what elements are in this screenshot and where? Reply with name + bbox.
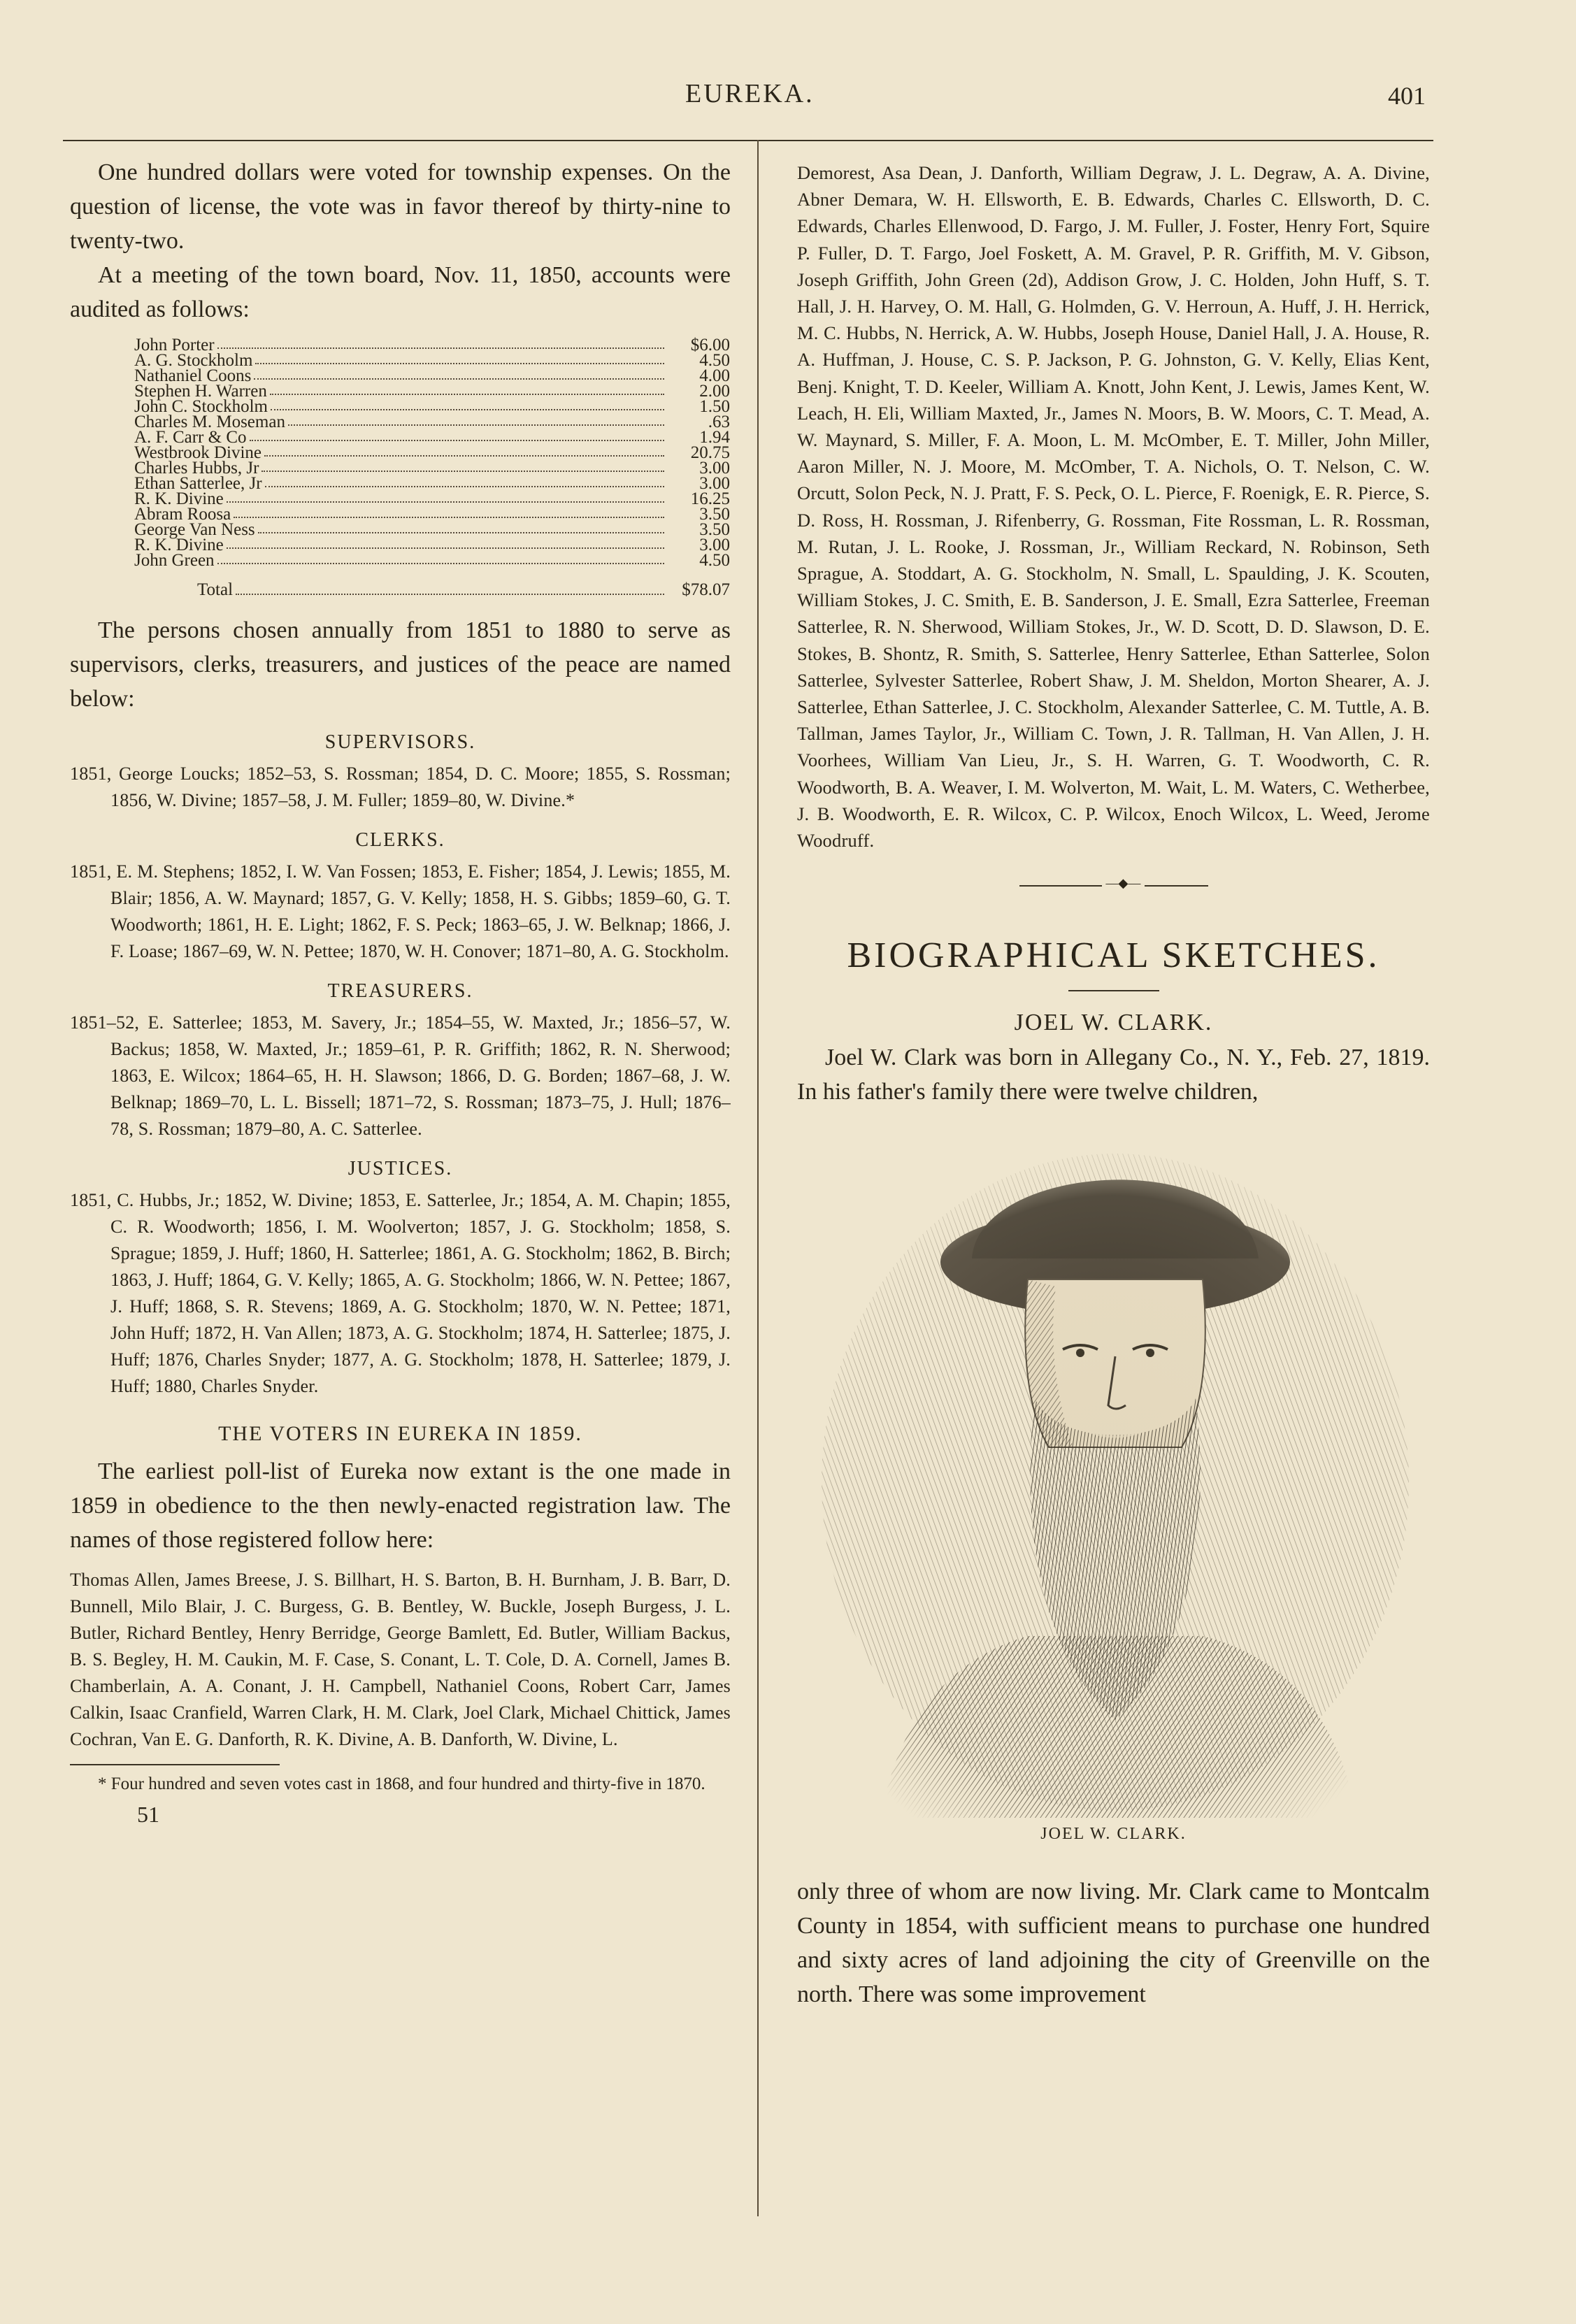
bio-paragraph-start: Joel W. Clark was born in Allegany Co., N. Y., Feb. 27, 1819. In his father's family there were twelve children, bbox=[797, 1045, 1430, 1105]
clerks-text: 1851, E. M. Stephens; 1852, I. W. Van Fossen; 1853, E. Fisher; 1854, J. Lewis; 1855, M. Blair; 1856, A. W. Maynard; 1857, G. V. Kelly; 1858, H. S. Gibbs; 1859–60, G. T. Woodworth; 1861, H. E. Light; 1862, F. S. Peck; 1863–65, J. W. Belknap; 1866, J. F. Loase; 1867–69, W. N. Pettee; 1870, W. H. Conover; 1871–80, A. G. Stockholm. bbox=[70, 861, 731, 961]
account-row: A. F. Carr & Co 1.94 bbox=[134, 428, 730, 447]
treasurers-text: 1851–52, E. Satterlee; 1853, M. Savery, Jr.; 1854–55, W. Maxted, Jr.; 1856–57, W. Backus; 1858, W. Maxted, Jr.; 1859–61, P. R. Griffith; 1862, R. N. Sherwood; 1863, E. Wilcox; 1864–65, H. H. Slawson; 1866, D. G. Borden; 1867–68, J. W. Belknap; 1869–70, L. L. Bissell; 1871–72, S. Rossman; 1873–75, J. Hull; 1876–78, S. Rossman; 1879–80, A. C. Satterlee. bbox=[70, 1012, 731, 1139]
voters-heading: THE VOTERS IN EUREKA IN 1859. bbox=[218, 1422, 582, 1445]
biographical-sketches-heading: BIOGRAPHICAL SKETCHES. bbox=[847, 935, 1380, 976]
account-row: John Green 4.50 bbox=[134, 551, 730, 570]
township-expenses-paragraph: One hundred dollars were voted for township expenses. On the question of license, the vote was in favor thereof by thirty-nine to twenty-two. bbox=[70, 159, 731, 254]
section-ornament: —◆— bbox=[1019, 879, 1208, 893]
accounts-list bbox=[134, 338, 730, 599]
bio-paragraph-continued: only three of whom are now living. Mr. Clark came to Montcalm County in 1854, with sufficient means to purchase one hundred and sixty acres of land adjoining the city of Greenville on the north. There was some improvement bbox=[797, 1879, 1430, 2008]
footnote-rule bbox=[70, 1764, 280, 1765]
clerks-heading: CLERKS. bbox=[355, 829, 445, 851]
voters-list-continued: Demorest, Asa Dean, J. Danforth, William Degraw, J. L. Degraw, A. A. Divine, Abner Demara, W. H. Ellsworth, E. B. Edwards, Charles C. Ellsworth, D. C. Edwards, Charles Ellenwood, D. Fargo, J. M. Fuller, J. Foster, Henry Fort, Squire P. Fuller, D. T. Fargo, Joel Foskett, A. M. Gravel, P. R. Griffith, M. V. Gibson, Joseph Griffith, John Green (2d), Addison Grow, J. C. Holden, John Huff, S. T. Hall, J. H. Harvey, O. M. Hall, G. Holmden, G. V. Herroun, A. Huff, J. H. Herrick, M. C. Hubbs, N. Herrick, A. W. Hubbs, Joseph House, Daniel Hall, J. A. House, R. A. Huffman, J. House, C. S. P. Jackson, P. G. Johnston, G. V. Kelly, Elias Kent, Benj. Knight, T. D. Keeler, William A. Knott, John Kent, J. Lewis, James Kent, W. Leach, H. Eli, William Maxted, Jr., James N. Moors, B. W. Moors, C. T. Mead, A. W. Maynard, S. Miller, F. A. Moon, L. M. McOmber, E. T. Miller, John Miller, Aaron Miller, N. J. Moore, M. McOmber, T. A. Nichols, O. T. Nelson, C. W. Orcutt, Solon Peck, N. J. Pratt, F. S. Peck, O. L. Pierce, F. Roenigk, E. R. Pierce, S. D. Ross, H. Rossman, J. Rifenberry, G. Rossman, Fite Rossman, L. R. Rossman, M. Rutan, J. L. Rooke, J. Rossman, Jr., William Reckard, N. Robinson, Seth Sprague, A. Stoddart, A. G. Stockholm, N. Small, L. Spaulding, J. K. Scouten, William Stokes, J. C. Smith, E. B. Sanderson, J. E. Small, Ezra Satterlee, Freeman Satterlee, R. N. Sherwood, William Stokes, Jr., W. D. Scott, D. D. Slawson, D. E. Stokes, B. Shontz, R. Smith, S. Satterlee, Henry Satterlee, Ethan Satterlee, Solon Satterlee, Sylvester Satterlee, Robert Shaw, J. M. Sheldon, Morton Shearer, A. J. Satterlee, Ethan Satterlee, J. C. Stockholm, Alexander Satterlee, C. M. Tuttle, A. B. Tallman, James Taylor, Jr., William C. Town, J. R. Tallman, H. Van Allen, J. H. Voorhees, William Van Lieu, Jr., S. H. Warren, G. T. Woodworth, C. R. Woodworth, B. A. Weaver, I. M. Wolverton, M. Wait, L. M. Waters, C. Wetherbee, J. B. Woodworth, E. R. Wilcox, C. P. Wilcox, Enoch Wilcox, L. Weed, Jerome Woodruff. bbox=[797, 162, 1430, 852]
town-board-paragraph: At a meeting of the town board, Nov. 11, 1850, accounts were audited as follows: bbox=[70, 262, 731, 322]
officers-intro-paragraph: The persons chosen annually from 1851 to 1880 to serve as supervisors, clerks, treasurers, and justices of the peace are named below: bbox=[70, 617, 731, 712]
header-rule bbox=[63, 140, 1433, 141]
running-head-title: EUREKA. bbox=[685, 79, 815, 108]
page-number: 401 bbox=[1388, 82, 1426, 110]
left-column bbox=[70, 155, 731, 1828]
sketch-name-heading: JOEL W. CLARK. bbox=[1014, 1010, 1213, 1036]
account-row: Nathaniel Coons 4.00 bbox=[134, 366, 730, 385]
accounts-total: Total $78.07 bbox=[197, 580, 730, 599]
account-row: Stephen H. Warren 2.00 bbox=[134, 382, 730, 401]
column-divider bbox=[757, 140, 759, 2216]
account-row: Ethan Satterlee, Jr 3.00 bbox=[134, 474, 730, 493]
account-row: Westbrook Divine 20.75 bbox=[134, 443, 730, 462]
portrait-engraving bbox=[797, 1119, 1430, 1818]
account-row: A. G. Stockholm 4.50 bbox=[134, 351, 730, 370]
voters-intro-paragraph: The earliest poll-list of Eureka now extant is the one made in 1859 in obedience to the then newly-enacted registration law. The names of those registered follow here: bbox=[70, 1458, 731, 1553]
account-row: Charles Hubbs, Jr 3.00 bbox=[134, 459, 730, 478]
running-head bbox=[0, 78, 1576, 120]
justices-text: 1851, C. Hubbs, Jr.; 1852, W. Divine; 1853, E. Satterlee, Jr.; 1854, A. M. Chapin; 1855, C. R. Woodworth; 1856, I. M. Woolverton; 1857, J. G. Stockholm; 1858, S. Sprague; 1859, J. Huff; 1860, H. Satterlee; 1861, A. G. Stockholm; 1862, B. Birch; 1863, J. Huff; 1864, G. V. Kelly; 1865, A. G. Stockholm; 1866, W. N. Pettee; 1867, J. Huff; 1868, S. R. Stevens; 1869, A. G. Stockholm; 1870, W. N. Pettee; 1871, John Huff; 1872, H. Van Allen; 1873, A. G. Stockholm; 1874, H. Satterlee; 1875, J. Huff; 1876, Charles Snyder; 1877, A. G. Stockholm; 1878, H. Satterlee; 1879, J. Huff; 1880, Charles Snyder. bbox=[70, 1190, 731, 1396]
supervisors-heading: SUPERVISORS. bbox=[324, 731, 476, 753]
supervisors-text: 1851, George Loucks; 1852–53, S. Rossman; 1854, D. C. Moore; 1855, S. Rossman; 1856, W. Divine; 1857–58, J. M. Fuller; 1859–80, W. Divine.* bbox=[70, 763, 731, 810]
voters-list-start: Thomas Allen, James Breese, J. S. Billhart, H. S. Barton, B. H. Burnham, J. B. Barr, D. Bunnell, Milo Blair, J. C. Burgess, G. B. Bentley, W. Buckle, Joseph Burgess, J. L. Butler, Richard Bentley, Henry Berridge, George Bamlett, Ed. Butler, William Backus, B. S. Begley, H. M. Caukin, M. F. Case, S. Conant, L. T. Cole, D. A. Cornell, James B. Chamberlain, A. A. Conant, J. H. Campbell, Nathaniel Coons, Robert Carr, James Calkin, Isaac Cranfield, Warren Clark, H. M. Clark, Joel Clark, Michael Chittick, James Cochran, Van E. G. Danforth, R. K. Divine, A. B. Danforth, W. Divine, L. bbox=[70, 1570, 731, 1749]
heading-rule bbox=[1068, 990, 1159, 991]
printer-signature: 51 bbox=[137, 1802, 159, 1827]
account-row: R. K. Divine 16.25 bbox=[134, 489, 730, 508]
account-row: John Porter $6.00 bbox=[134, 336, 730, 354]
right-column bbox=[797, 159, 1430, 2011]
portrait-caption: JOEL W. CLARK. bbox=[1040, 1825, 1187, 1844]
account-row: Abram Roosa 3.50 bbox=[134, 505, 730, 524]
treasurers-heading: TREASURERS. bbox=[327, 980, 473, 1002]
account-row: John C. Stockholm 1.50 bbox=[134, 397, 730, 416]
account-row: George Van Ness 3.50 bbox=[134, 520, 730, 539]
account-row: Charles M. Moseman .63 bbox=[134, 413, 730, 431]
footnote: * Four hundred and seven votes cast in 1868, and four hundred and thirty-five in 1870. bbox=[98, 1774, 705, 1793]
account-row: R. K. Divine 3.00 bbox=[134, 536, 730, 554]
portrait-illustration bbox=[797, 1119, 1430, 1818]
justices-heading: JUSTICES. bbox=[348, 1158, 453, 1179]
